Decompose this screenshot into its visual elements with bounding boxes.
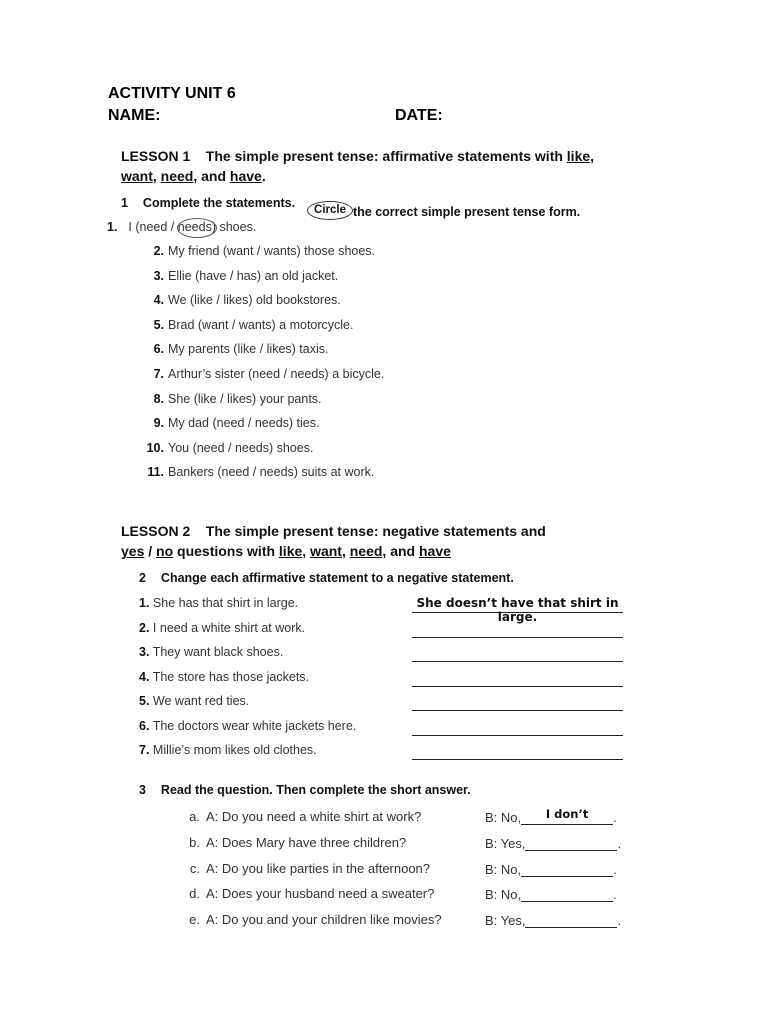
item-number: 4. — [153, 293, 164, 308]
item-number: 5. — [139, 694, 150, 708]
item-number: 1. — [107, 220, 118, 234]
exercise1-item — [138, 342, 328, 356]
item-number: 9. — [153, 416, 164, 431]
exercise1-item — [138, 392, 322, 406]
exercise3-item — [184, 912, 442, 927]
item-number: 6. — [139, 718, 150, 733]
item-number: 2. — [139, 620, 150, 635]
exercise1-item — [138, 244, 375, 258]
exercise1-item — [138, 293, 341, 307]
exercise2-item — [139, 596, 298, 610]
exercise1-item — [138, 318, 353, 332]
item-text: My parents (like / likes) taxis. — [168, 342, 329, 357]
answer-line[interactable] — [412, 694, 623, 711]
item-text: They want black shoes. — [152, 645, 284, 659]
exercise3-instruction-text: Read the question. Then complete the short answer. — [160, 783, 471, 797]
period: . — [613, 887, 617, 903]
exercise3-item — [184, 835, 406, 850]
item-text: The store has those jackets. — [152, 669, 310, 684]
name-label: NAME: — [108, 107, 161, 124]
period: . — [617, 835, 622, 851]
comma: , — [590, 148, 595, 164]
item-text: The doctors wear white jackets here. — [152, 718, 357, 733]
item-text: We want red ties. — [152, 694, 250, 708]
exercise3-number: 3 — [139, 783, 146, 797]
answer-line[interactable] — [412, 743, 623, 760]
item-number: 7. — [153, 367, 164, 381]
item-text: Ellie (have / has) an old jacket. — [168, 268, 339, 283]
exercise1-instruction-start: Complete the statements. — [142, 196, 296, 210]
item-text: I need a white shirt at work. — [152, 620, 306, 635]
answer-line[interactable] — [412, 719, 623, 736]
keyword-want: want — [121, 168, 153, 184]
exercise2-instruction-text: Change each affirmative statement to a negative statement. — [160, 571, 514, 585]
question-text: A: Does your husband need a sweater? — [206, 886, 435, 902]
item-text: My friend (want / wants) those shoes. — [168, 244, 376, 258]
item-letter: d. — [189, 886, 200, 902]
example-circled: needs — [177, 220, 212, 234]
slash: / — [144, 543, 157, 559]
short-answer — [485, 912, 621, 928]
exercise1-number: 1 — [121, 196, 128, 210]
exercise1-instruction-end: the correct simple present tense form. — [353, 205, 581, 219]
item-letter: b. — [189, 834, 200, 850]
lesson1-heading-prefix: LESSON 1 The simple present tense: affirmative statements with — [121, 148, 567, 164]
keyword-want: want — [310, 543, 342, 559]
exercise3-item — [184, 886, 434, 901]
lesson1-heading — [121, 146, 594, 186]
keyword-need: need — [160, 168, 194, 184]
question-text: A: Does Mary have three children? — [206, 834, 407, 850]
exercise2-item — [139, 719, 356, 733]
period: . — [617, 913, 622, 929]
exercise2-item — [139, 621, 305, 635]
lesson2-heading-line1: LESSON 2 The simple present tense: negative statements and — [121, 523, 546, 539]
item-number: 8. — [153, 391, 164, 406]
exercise3-item — [184, 809, 421, 824]
separator-and: , and — [193, 168, 230, 184]
activity-title: ACTIVITY UNIT 6 — [108, 85, 236, 102]
comma: , — [152, 168, 157, 184]
item-text: We (like / likes) old bookstores. — [168, 293, 341, 308]
item-number: 3. — [139, 645, 150, 659]
answer-line[interactable] — [412, 645, 623, 662]
period: . — [261, 168, 266, 184]
item-text: Millie’s mom likes old clothes. — [152, 743, 317, 757]
reply-start: B: No, — [485, 861, 522, 877]
lesson1-heading-line1 — [121, 146, 594, 166]
example-pre: I (need / — [128, 220, 175, 234]
item-text: She (like / likes) your pants. — [168, 391, 322, 406]
exercise1-item — [138, 269, 338, 283]
short-answer — [485, 809, 617, 825]
question-text: A: Do you need a white shirt at work? — [206, 809, 422, 824]
period: . — [613, 861, 617, 877]
circle-word-tag: Circle — [307, 201, 353, 220]
short-answer-line[interactable] — [521, 861, 613, 877]
comma: , — [302, 543, 311, 559]
exercise2-item — [139, 694, 249, 708]
reply-start: B: No, — [485, 887, 522, 903]
item-text: Arthur’s sister (need / needs) a bicycle. — [168, 367, 385, 381]
short-answer-line[interactable] — [525, 835, 617, 851]
item-letter: c. — [189, 860, 200, 876]
written-answer: She doesn’t have that shirt in large. — [416, 596, 619, 624]
short-answer — [485, 886, 617, 902]
exercise2-number: 2 — [139, 571, 146, 585]
item-text: Brad (want / wants) a motorcycle. — [168, 317, 354, 332]
reply-start: B: No, — [485, 810, 522, 825]
short-answer-line[interactable] — [521, 809, 613, 825]
exercise1-item — [138, 416, 319, 430]
item-text: Bankers (need / needs) suits at work. — [168, 465, 375, 480]
short-answer — [485, 835, 621, 851]
item-text: My dad (need / needs) ties. — [168, 416, 320, 431]
item-number: 3. — [153, 268, 164, 283]
item-number: 10. — [146, 440, 164, 455]
question-text: A: Do you and your children like movies? — [206, 912, 442, 928]
short-answer — [485, 861, 617, 877]
example-post: ) shoes. — [211, 220, 257, 234]
exercise1-item — [138, 367, 384, 381]
item-number: 6. — [153, 342, 164, 357]
exercise2-item — [139, 645, 283, 659]
exercise1-item — [138, 465, 374, 479]
keyword-like: like — [566, 148, 591, 164]
answer-line[interactable] — [412, 596, 623, 624]
question-text: A: Do you like parties in the afternoon? — [206, 860, 431, 876]
keyword-yes: yes — [121, 543, 145, 559]
short-answer-line[interactable] — [525, 912, 617, 928]
reply-start: B: Yes, — [485, 835, 526, 851]
exercise2-item — [139, 743, 317, 757]
answer-line[interactable] — [412, 670, 623, 687]
lesson1-heading-line2 — [121, 166, 594, 186]
item-number: 4. — [139, 669, 150, 684]
item-letter: e. — [189, 912, 200, 928]
lesson2-heading-line2 — [121, 541, 546, 561]
item-number: 5. — [153, 317, 164, 332]
keyword-no: no — [156, 543, 174, 559]
exercise1-instruction — [121, 196, 295, 210]
date-label: DATE: — [395, 107, 443, 124]
keyword-like: like — [278, 543, 303, 559]
item-number: 2. — [153, 244, 164, 258]
lesson2-heading — [121, 521, 546, 561]
exercise3-item — [184, 861, 430, 876]
exercise2-item — [139, 670, 309, 684]
item-number: 11. — [147, 465, 164, 480]
item-text: She has that shirt in large. — [152, 596, 299, 610]
separator-and: , and — [382, 543, 419, 559]
keyword-need: need — [349, 543, 383, 559]
item-text: You (need / needs) shoes. — [168, 440, 314, 455]
exercise3-instruction — [139, 783, 471, 797]
exercise2-instruction — [139, 571, 514, 585]
reply-start: B: Yes, — [485, 913, 526, 929]
keyword-have: have — [418, 543, 451, 559]
item-number: 1. — [139, 596, 150, 610]
item-number: 7. — [139, 743, 150, 757]
exercise1-item — [138, 441, 313, 455]
questions-with: questions with — [173, 543, 279, 559]
answer-line[interactable] — [412, 621, 623, 638]
written-answer: I don’t — [545, 807, 589, 821]
item-letter: a. — [189, 809, 200, 824]
keyword-have: have — [229, 168, 262, 184]
comma: , — [341, 543, 350, 559]
answer-circle-mark — [177, 218, 217, 238]
period: . — [613, 810, 617, 825]
short-answer-line[interactable] — [521, 886, 613, 902]
